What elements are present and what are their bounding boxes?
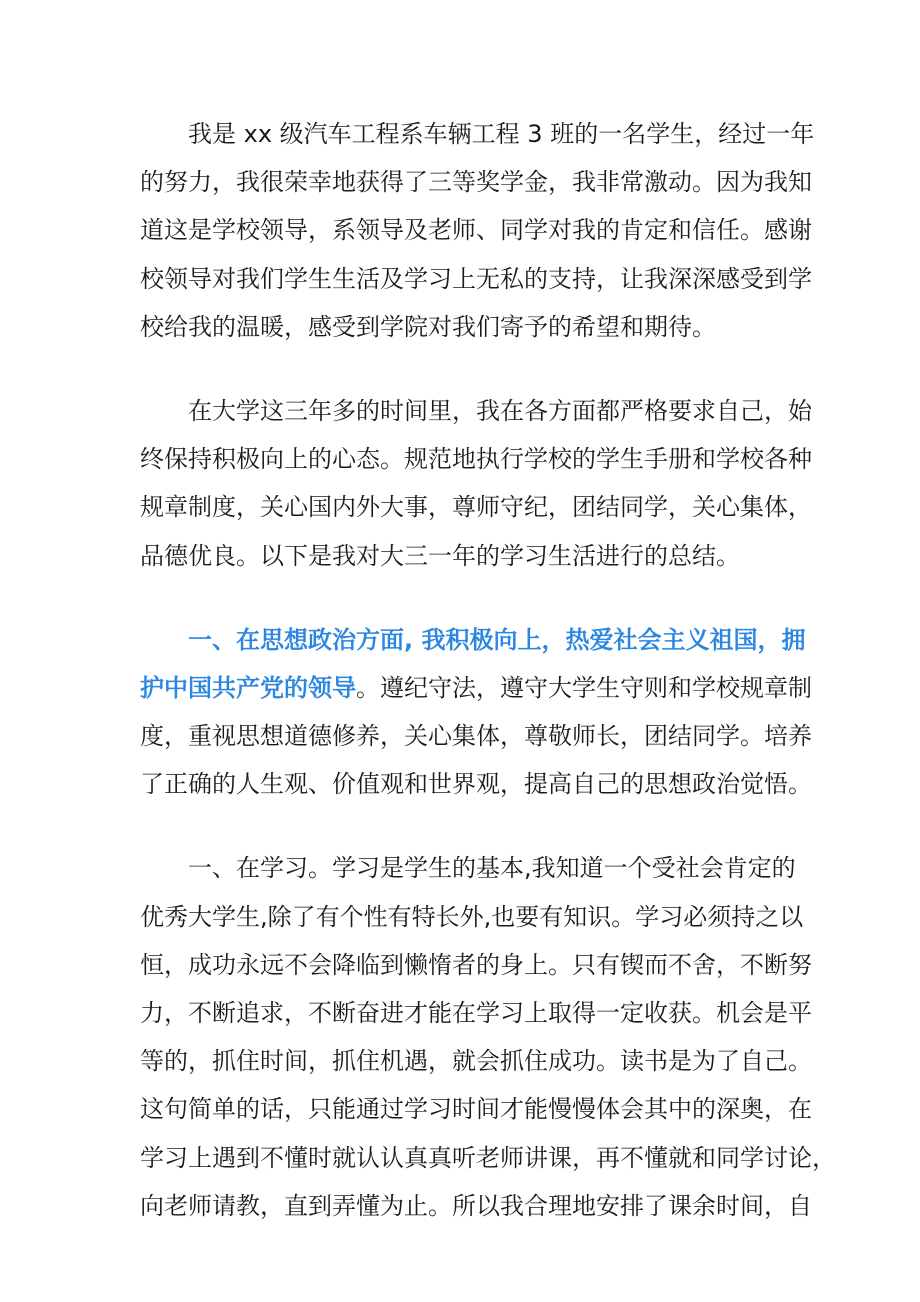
paragraph-spacer xyxy=(140,351,792,387)
paragraph-line: 品德优良。以下是我对大三一年的学习生活进行的总结。 xyxy=(140,541,740,570)
paragraph-line: 力，不断追求，不断奋进才能在学习上取得一定收获。机会是平 xyxy=(140,999,812,1027)
paragraph-line: 等的，抓住时间，抓住机遇，就会抓住成功。读书是为了自己。 xyxy=(140,1047,812,1076)
paragraph-line: 道这是学校领导，系领导及老师、同学对我的肯定和信任。感谢 xyxy=(140,216,812,245)
paragraph-line: 的努力，我很荣幸地获得了三等奖学金，我非常激动。因为我知 xyxy=(140,168,812,197)
paragraph-text: 。遵纪守法，遵守大学生守则和学校规章制 xyxy=(356,673,812,702)
paragraph-line: 终保持积极向上的心态。规范地执行学校的学生手册和学校各种 xyxy=(140,445,812,474)
paragraph-spacer xyxy=(140,808,792,844)
paragraph-3 xyxy=(140,616,812,809)
paragraph-1 xyxy=(140,110,815,351)
paragraph-line: 恒，成功永远不会降临到懒惰者的身上。只有锲而不舍，不断努 xyxy=(140,950,812,979)
paragraph-line: 规章制度，关心国内外大事，尊师守纪，团结同学，关心集体， xyxy=(140,493,812,522)
paragraph-4 xyxy=(140,844,836,1230)
paragraph-line: 我是 xx 级汽车工程系车辆工程 3 班的一名学生，经过一年 xyxy=(188,120,815,148)
paragraph-2 xyxy=(140,387,812,580)
paragraph-line: 学习上遇到不懂时就认认真真听老师讲课，再不懂就和同学讨论， xyxy=(140,1143,836,1172)
paragraph-line: 度，重视思想道德修养，关心集体，尊敬师长，团结同学。培养 xyxy=(140,722,812,751)
paragraph-line: 了正确的人生观、价值观和世界观，提高自己的思想政治觉悟。 xyxy=(140,770,812,799)
document-body xyxy=(140,110,836,1230)
paragraph-line: 校领导对我们学生生活及学习上无私的支持，让我深深感受到学 xyxy=(140,264,812,293)
paragraph-line: 在大学这三年多的时间里，我在各方面都严格要求自己，始 xyxy=(188,396,812,425)
paragraph-line xyxy=(140,616,806,664)
paragraph-line: 向老师请教，直到弄懂为止。所以我合理地安排了课余时间，自 xyxy=(140,1191,812,1220)
paragraph-line: 一、在学习。学习是学生的基本,我知道一个受社会肯定的 xyxy=(188,854,796,883)
paragraph-line: 这句简单的话，只能通过学习时间才能慢慢体会其中的深奥，在 xyxy=(140,1095,812,1124)
highlighted-heading: 护中国共产党的领导 xyxy=(140,673,356,702)
paragraph-line: 优秀大学生,除了有个性有特长外,也要有知识。学习必须持之以 xyxy=(140,902,804,931)
highlighted-heading: 一、在思想政治方面, 我积极向上，热爱社会主义祖国，拥 xyxy=(188,625,806,654)
paragraph-line: 校给我的温暖，感受到学院对我们寄予的希望和期待。 xyxy=(140,312,716,341)
paragraph-line xyxy=(140,664,812,712)
paragraph-spacer xyxy=(140,580,792,616)
